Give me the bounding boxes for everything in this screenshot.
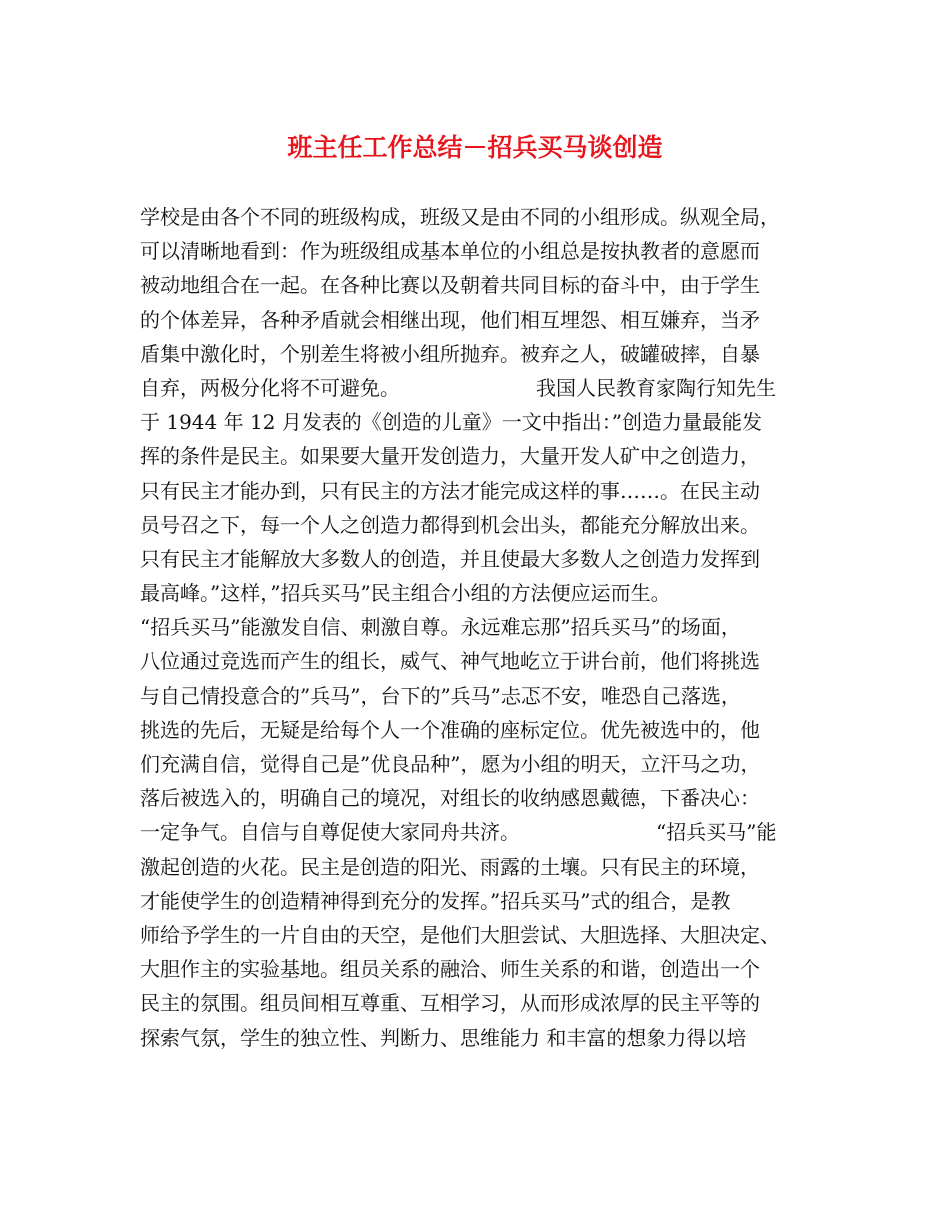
- paragraph-line: [140, 713, 830, 747]
- line-text: 学校是由各个不同的班级构成，班级又是由不同的小组形成。纵观全局，: [140, 205, 780, 229]
- paragraph-line: [140, 644, 830, 678]
- line-text: 可以清晰地看到：作为班级组成基本单位的小组总是按执教者的意愿而: [140, 239, 760, 264]
- line-text: 才能使学生的创造精神得到充分的发挥。”招兵买马”式的组合，是教: [140, 888, 731, 913]
- paragraph-line: [140, 371, 830, 405]
- line-text: 师给予学生的一片自由的天空，是他们大胆尝试、大胆选择、大胆决定、: [140, 922, 780, 947]
- paragraph-line: [140, 610, 830, 644]
- line-text: 员号召之下，每一个人之创造力都得到机会出头，都能充分解放出来。: [140, 512, 760, 537]
- paragraph-line: [140, 439, 830, 473]
- line-text: 自弃，两极分化将不可避免。: [140, 375, 400, 400]
- paragraph-line: [140, 303, 830, 337]
- document-title: 班主任工作总结－招兵买马谈创造: [287, 133, 663, 162]
- line-text: 大胆作主的实验基地。组员关系的融洽、师生关系的和谐，创造出一个: [140, 957, 760, 982]
- paragraph-line: [140, 918, 830, 952]
- paragraph-line: [140, 679, 830, 713]
- line-text: 于 1944 年 12 月发表的《创造的儿童》一文中指出：”创造力量最能发: [140, 410, 763, 435]
- line-text: 只有民主才能办到，只有民主的方法才能完成这样的事……。在民主动: [140, 478, 760, 503]
- document-body: [140, 200, 830, 1055]
- paragraph-line: [140, 337, 830, 371]
- paragraph-line: [140, 542, 830, 576]
- paragraph-line: [140, 268, 830, 302]
- line-text: 最高峰。”这样，”招兵买马”民主组合小组的方法便应运而生。: [140, 581, 671, 606]
- paragraph-line: [140, 781, 830, 815]
- line-text: 八位通过竞选而产生的组长，威气、神气地屹立于讲台前，他们将挑选: [140, 649, 760, 674]
- line-text: 盾集中激化时，个别差生将被小组所抛弃。被弃之人，破罐破摔，自暴: [140, 341, 760, 366]
- paragraph-line: [140, 508, 830, 542]
- line-text: 被动地组合在一起。在各种比赛以及朝着共同目标的奋斗中，由于学生: [140, 273, 760, 298]
- line-text: 民主的氛围。组员间相互尊重、互相学习，从而形成浓厚的民主平等的: [140, 991, 760, 1016]
- paragraph-line: [140, 405, 830, 439]
- line-text: 探索气氛，学生的独立性、判断力、思维能力 和丰富的想象力得以培: [140, 1025, 747, 1050]
- line-text: “招兵买马”能激发自信、刺激自尊。永远难忘那”招兵买马”的场面，: [140, 615, 741, 640]
- paragraph-line: [140, 986, 830, 1020]
- line-text: 一定争气。自信与自尊促使大家同舟共济。: [140, 820, 520, 845]
- line-text: 的个体差异，各种矛盾就会相继出现，他们相互埋怨、相互嫌弃，当矛: [140, 307, 760, 332]
- line-text: 们充满自信，觉得自己是”优良品种”，愿为小组的明天，立汗马之功，: [140, 752, 761, 776]
- line-text: 挥的条件是民主。如果要大量开发创造力，大量开发人矿中之创造力，: [140, 444, 760, 469]
- paragraph-line: [140, 234, 830, 268]
- paragraph-line: [140, 952, 830, 986]
- line-text: 落后被选入的，明确自己的境况，对组长的收纳感恩戴德，下番决心：: [140, 786, 760, 811]
- line-text: 挑选的先后，无疑是给每个人一个准确的座标定位。优先被选中的，他: [140, 717, 760, 742]
- line-text: 与自己情投意合的”兵马”，台下的”兵马”忐忑不安，唯恐自己落选，: [140, 683, 741, 708]
- paragraph-line: [140, 576, 830, 610]
- paragraph-line: [140, 474, 830, 508]
- line-text: 激起创造的火花。民主是创造的阳光、雨露的土壤。只有民主的环境，: [140, 854, 760, 879]
- line-text-continued: “招兵买马”能: [656, 820, 777, 845]
- line-text-continued: 我国人民教育家陶行知先生: [536, 375, 776, 400]
- paragraph-line: [140, 747, 830, 781]
- paragraph-line: [140, 884, 830, 918]
- paragraph-line: [140, 815, 830, 849]
- paragraph-line: [140, 200, 830, 234]
- paragraph-line: [140, 850, 830, 884]
- paragraph-line: [140, 1021, 830, 1055]
- line-text: 只有民主才能解放大多数人的创造，并且使最大多数人之创造力发挥到: [140, 546, 760, 571]
